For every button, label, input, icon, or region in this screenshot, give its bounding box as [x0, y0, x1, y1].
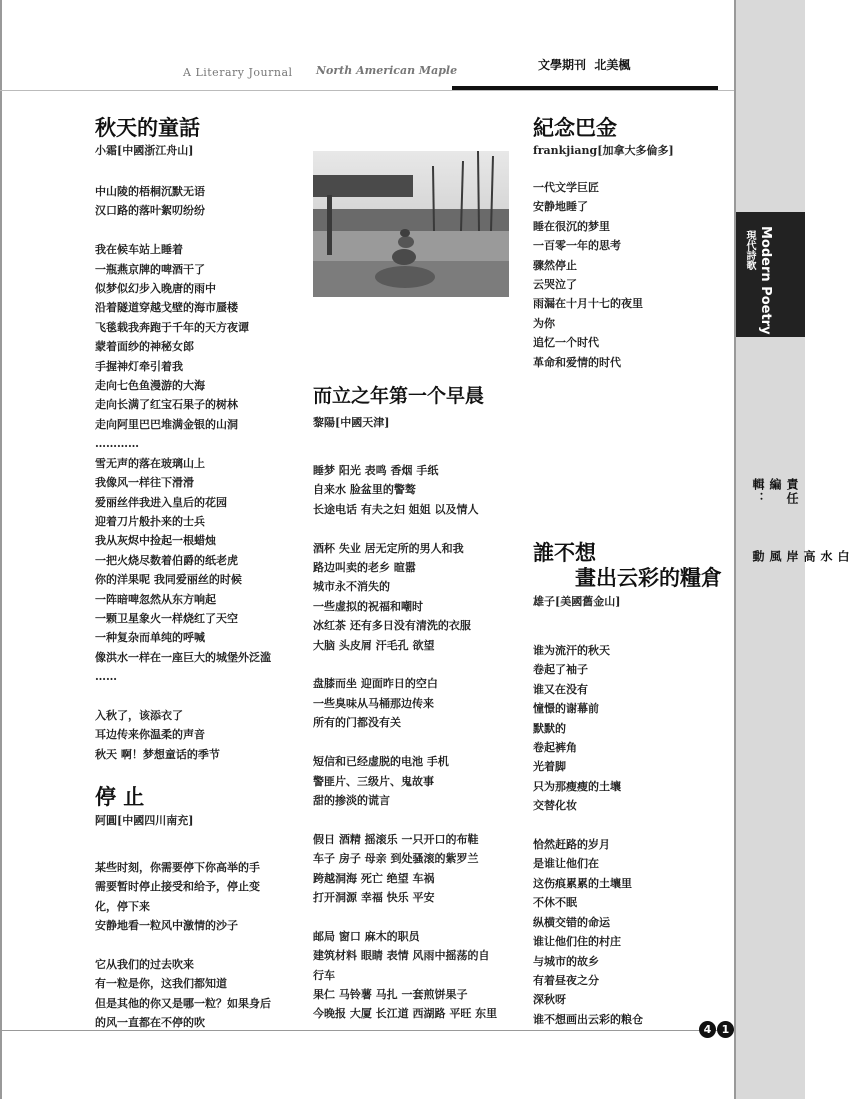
poem-author: 阿圓[中國四川南充]	[95, 814, 194, 827]
poem-body: 一代文学巨匠 安静地睡了 睡在很沉的梦里 一百零一年的思考 骤然停止 云哭泣了 雨漏在十月十七的夜里 为你 追忆一个时代 革命和爱情的时代	[533, 181, 643, 369]
poem-author: 小霜[中國浙江舟山]	[95, 144, 194, 157]
editor-names: 白水 高岸 風動	[751, 550, 850, 566]
poem-body: 中山陵的梧桐沉默无语 汉口路的落叶絮叨纷纷 我在候车站上睡着 一瓶燕京牌的啤酒干了 似梦似幻步入晚唐的雨中 沿着隧道穿越戈壁的海市蜃楼 飞毯载我奔跑于千年的天方夜谭 蒙着面纱的神秘女郎 手握神灯牵引着我 走向七色鱼漫游的大海 走向长满了红宝石果子的树林 走向阿里巴巴堆满金银的山洞 ………… 雪无声的落在玻璃山上 我像风一样往下滑滑 爱丽丝伴我进入皇后的花园 迎着刀片般扑来的士兵 我从灰烬中捡起一根蜡烛 一把火烧尽数着伯爵的纸老虎 你的洋果呢 我同爱丽丝的时候 一阵暗啤忽然从东方响起 一颗卫星象火一样烧红了天空 一种复杂而单纯的呼喊 像洪水一样在一座巨大的城堡外泛滥 …… 入秋了，该添衣了 耳边传来你温柔的声音 秋天 啊！梦想童话的季节	[95, 185, 271, 761]
poem-body: 睡梦 阳光 表鸣 香烟 手纸 自来水 脸盆里的警骜 长途电话 有夫之妇 姐姐 以及情人 酒杯 失业 居无定所的男人和我 路边叫卖的老乡 暄嚣 城市永不消失的 一些虚拟的祝福和嘲时 冰红茶 还有多日没有清洗的衣服 大脑 头皮屑 汗毛孔 欲望 盘膝而坐 迎面昨日的空白 一些臭味从马桶那边传来 所有的门都没有关 短信和已经虚脱的电池 手机 警匪片、三级片、鬼故事 甜的掺淡的谎言 假日 酒精 摇滚乐 一只开口的布鞋 车子 房子 母亲 到处骚滚的紫罗兰 跨越洞海 死亡 绝望 车祸 打开洞源 幸福 快乐 平安 邮局 窗口 麻木的职员 建筑材料 眼睛 表情 风雨中摇荡的自 行车 果仁 马铃薯 马扎 一套煎饼果子 今晚报 大厦 长江道 西湖路 平旺 东里	[313, 464, 498, 1021]
poem-body: 某些时刻，你需要停下你高举的手 需要暂时停止接受和给予，停止变 化，停下来 安静地看一粒风中激情的沙子 它从我们的过去吹来 有一粒是你，这我们都知道 但是其他的你又是哪一粒？如果身后 的风一直都在不停的吹	[95, 861, 271, 1030]
poem-author: 黎陽[中國天津]	[313, 416, 390, 429]
poem-author: frankjiang[加拿大多倫多]	[533, 144, 674, 157]
header-divider	[0, 90, 734, 91]
section-title-cn: 現代詩歌	[744, 230, 755, 270]
poem-author: 雄子[美國舊金山]	[533, 595, 621, 608]
left-border	[0, 0, 2, 1099]
poem-title: 紀念巴金	[533, 116, 617, 140]
poem-body: 谁为流汗的秋天 卷起了袖子 谁又在没有 憧憬的谢幕前 默默的 卷起裤角 光着脚 只为那瘦瘦的土壤 交替化妆 恰然赶路的岁月 是谁让他们在 这伤痕累累的土壤里 不休不眠 纵横交错的命运 谁让他们住的村庄 与城市的故乡 有着昼夜之分 深秋呀 谁不想画出云彩的粮仓	[533, 644, 643, 1026]
poem-title-line2: 畫出云彩的糧倉	[575, 566, 722, 590]
journal-name-script: North American Maple	[316, 64, 458, 77]
page-number-digit: 4	[699, 1021, 716, 1038]
section-tab	[736, 212, 805, 337]
page-number-digit: 1	[717, 1021, 734, 1038]
editor-label: 責任編輯：	[751, 478, 799, 506]
journal-name-en: A Literary Journal	[183, 66, 293, 79]
header-rule	[452, 86, 718, 90]
journal-name-cn: 文學期刊 北美楓	[538, 58, 631, 72]
right-border	[734, 0, 736, 1099]
photo-stacked-stones	[313, 151, 509, 297]
poem-title-line1: 誰不想	[533, 541, 596, 565]
section-title-en: Modern Poetry	[758, 226, 773, 335]
poem-title: 停 止	[95, 785, 145, 809]
poem-title: 而立之年第一个早晨	[313, 385, 485, 407]
poem-title: 秋天的童話	[95, 116, 200, 140]
